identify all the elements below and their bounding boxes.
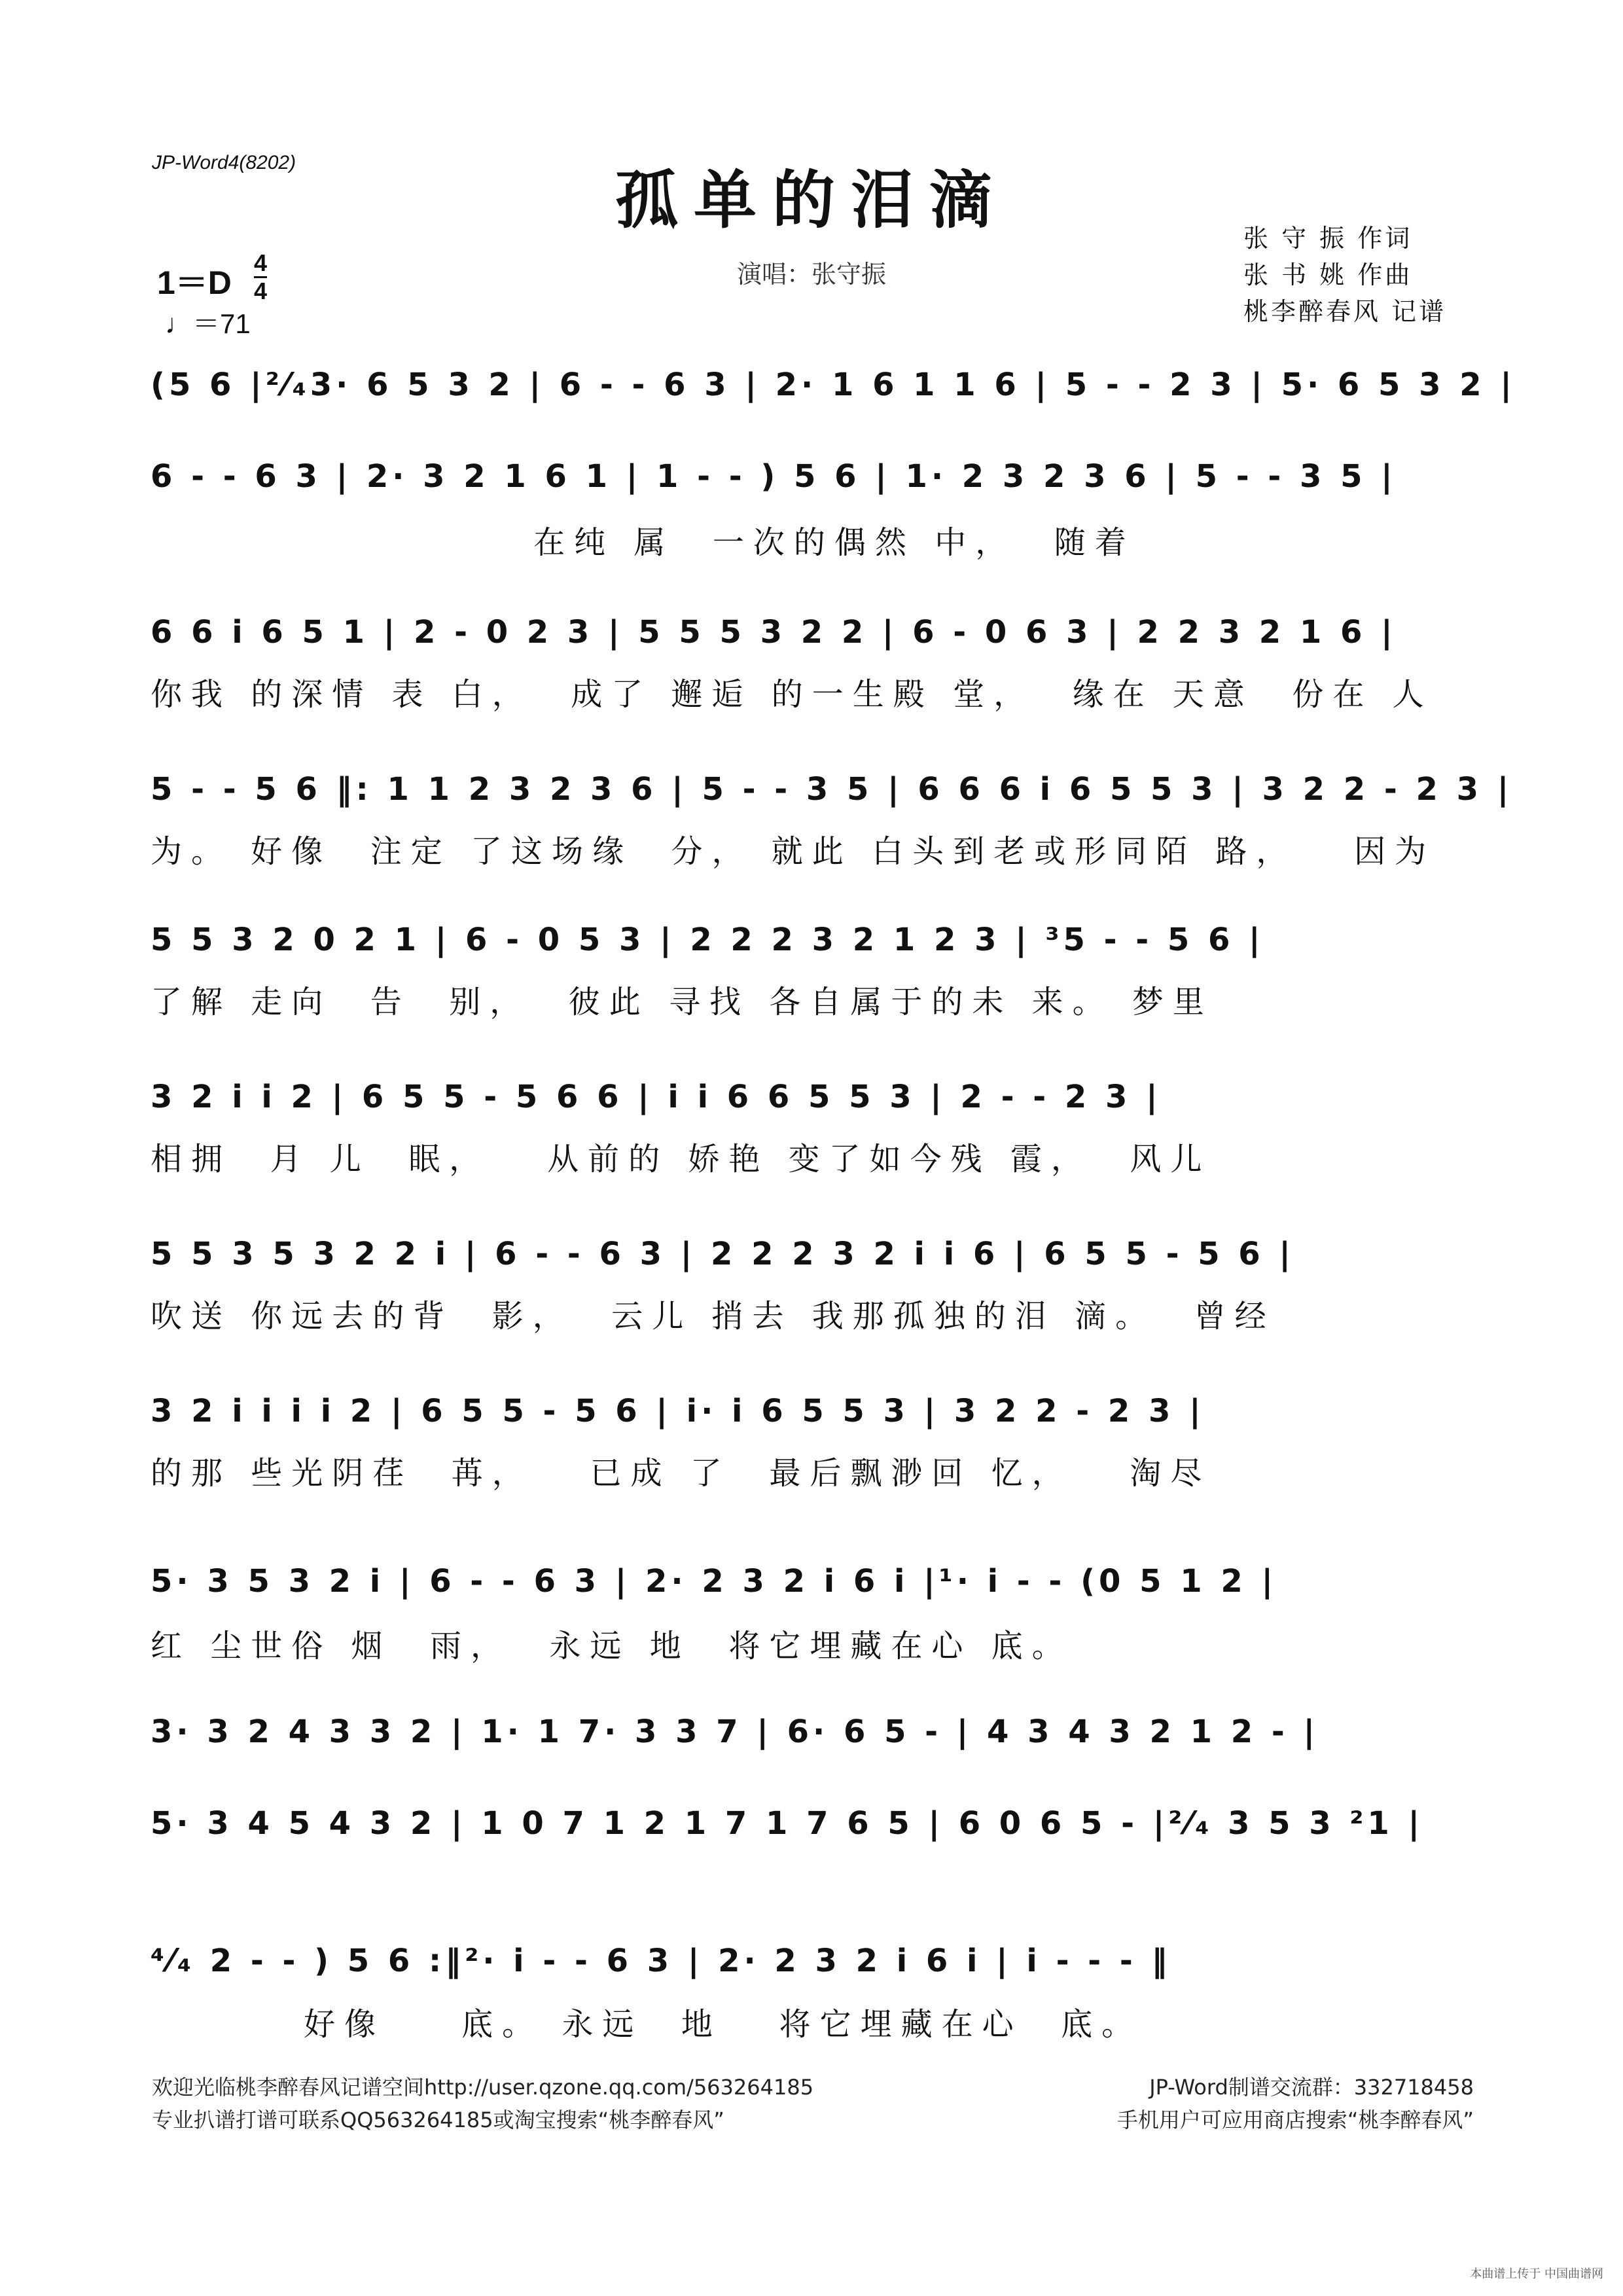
notation-line-2: 6 - - 6 3 | 2· 3 2 1 6 1 | 1 - - ) 5 6 | 1· 2 3 2 3 6 | 5 - - 3 5 | bbox=[151, 458, 1397, 495]
lyric-line-6: 相拥 月 儿 眠， 从前的 娇艳 变了如今残 霞， 风儿 bbox=[151, 1141, 1211, 1177]
footer-row-2 bbox=[152, 2104, 1474, 2136]
credits-block bbox=[1243, 220, 1446, 330]
notation-line-12: ⁴⁄₄ 2 - - ) 5 6 :‖²· i - - 6 3 | 2· 2 3 2 i 6 i | i - - - ‖ bbox=[151, 1943, 1171, 1979]
notation-line-4: 5 - - 5 6 ‖: 1 1 2 3 2 3 6 | 5 - - 3 5 | 6 6 6 i 6 5 5 3 | 3 2 2 - 2 3 | bbox=[151, 771, 1513, 808]
time-signature bbox=[254, 250, 267, 304]
lyric-line-2: 在纯 属 一次的偶然 中， 随着 bbox=[151, 524, 1135, 561]
lyric-line-8: 的那 些光阴荏 苒， 已成 了 最后飘渺回 忆， 淘尽 bbox=[151, 1455, 1211, 1492]
credit-transcriber: 桃李醉春风 记谱 bbox=[1243, 297, 1447, 326]
notation-line-6: 3 2 i i 2 | 6 5 5 - 5 6 6 | i i 6 6 5 5 3 | 2 - - 2 3 | bbox=[151, 1079, 1162, 1115]
notation-line-8: 3 2 i i i i 2 | 6 5 5 - 5 6 | i· i 6 5 5 3 | 3 2 2 - 2 3 | bbox=[151, 1393, 1205, 1429]
footer-app: 手机用户可应用商店搜索“桃李醉春风” bbox=[1116, 2108, 1474, 2132]
footer-website[interactable]: 欢迎光临桃李醉春风记谱空间http://user.qzone.qq.com/563264185 bbox=[152, 2075, 814, 2100]
lyric-line-12: 好像 底。 永远 地 将它埋藏在心 底。 bbox=[151, 2006, 1143, 2043]
credit-lyricist: 张 守 振 作词 bbox=[1243, 224, 1413, 253]
watermark: 本曲谱上传于 中国曲谱网 bbox=[1470, 2267, 1603, 2281]
page-title: 孤单的泪滴 bbox=[615, 163, 1008, 237]
credit-composer: 张 书 姚 作曲 bbox=[1243, 260, 1413, 289]
lyric-line-3: 你我 的深情 表 白， 成了 邂逅 的一生殿 堂， 缘在 天意 份在 人 bbox=[151, 676, 1433, 713]
time-signature-top: 4 bbox=[254, 250, 267, 278]
lyric-line-4: 为。 好像 注定 了这场缘 分， 就此 白头到老或形同陌 路， 因为 bbox=[151, 833, 1436, 870]
notation-line-3: 6 6 i 6 5 1 | 2 - 0 2 3 | 5 5 5 3 2 2 | 6 - 0 6 3 | 2 2 3 2 1 6 | bbox=[151, 614, 1397, 651]
notation-line-11: 5· 3 4 5 4 3 2 | 1 0 7 1 2 1 7 1 7 6 5 | 6 0 6 5 - |²⁄₄ 3 5 3 ²1 | bbox=[151, 1805, 1424, 1842]
lyric-line-5: 了解 走向 告 别， 彼此 寻找 各自属于的未 来。 梦里 bbox=[151, 984, 1213, 1020]
notation-line-7: 5 5 3 5 3 2 2 i | 6 - - 6 3 | 2 2 2 3 2 i i 6 | 6 5 5 - 5 6 | bbox=[151, 1236, 1294, 1272]
lyric-line-9: 红 尘世俗 烟 雨， 永远 地 将它埋藏在心 底。 bbox=[151, 1628, 1073, 1664]
key-signature: 1＝D bbox=[157, 264, 232, 301]
footer bbox=[152, 2071, 1474, 2136]
notation-line-1: (5 6 |²⁄₄3· 6 5 3 2 | 6 - - 6 3 | 2· 1 6 1 1 6 | 5 - - 2 3 | 5· 6 5 3 2 | bbox=[151, 367, 1516, 403]
footer-row-1 bbox=[152, 2071, 1474, 2104]
software-label: JP-Word4(8202) bbox=[152, 152, 296, 173]
time-signature-bottom: 4 bbox=[254, 278, 268, 304]
lyric-line-7: 吹送 你远去的背 影， 云儿 捎去 我那孤独的泪 滴。 曾经 bbox=[151, 1298, 1275, 1335]
notation-line-10: 3· 3 2 4 3 3 2 | 1· 1 7· 3 3 7 | 6· 6 5 - | 4 3 4 3 2 1 2 - | bbox=[151, 1713, 1319, 1750]
footer-contact: 专业扒谱打谱可联系QQ563264185或淘宝搜索“桃李醉春风” bbox=[152, 2108, 724, 2132]
tempo-marking: ♩＝71 bbox=[165, 308, 251, 339]
notation-line-5: 5 5 3 2 0 2 1 | 6 - 0 5 3 | 2 2 2 3 2 1 2 3 | ³5 - - 5 6 | bbox=[151, 922, 1264, 958]
notation-line-9: 5· 3 5 3 2 i | 6 - - 6 3 | 2· 2 3 2 i 6 i |¹· i - - (0 5 1 2 | bbox=[151, 1563, 1277, 1600]
performer-label: 演唱：张守振 bbox=[736, 260, 886, 289]
footer-group: JP-Word制谱交流群：332718458 bbox=[1149, 2075, 1474, 2100]
